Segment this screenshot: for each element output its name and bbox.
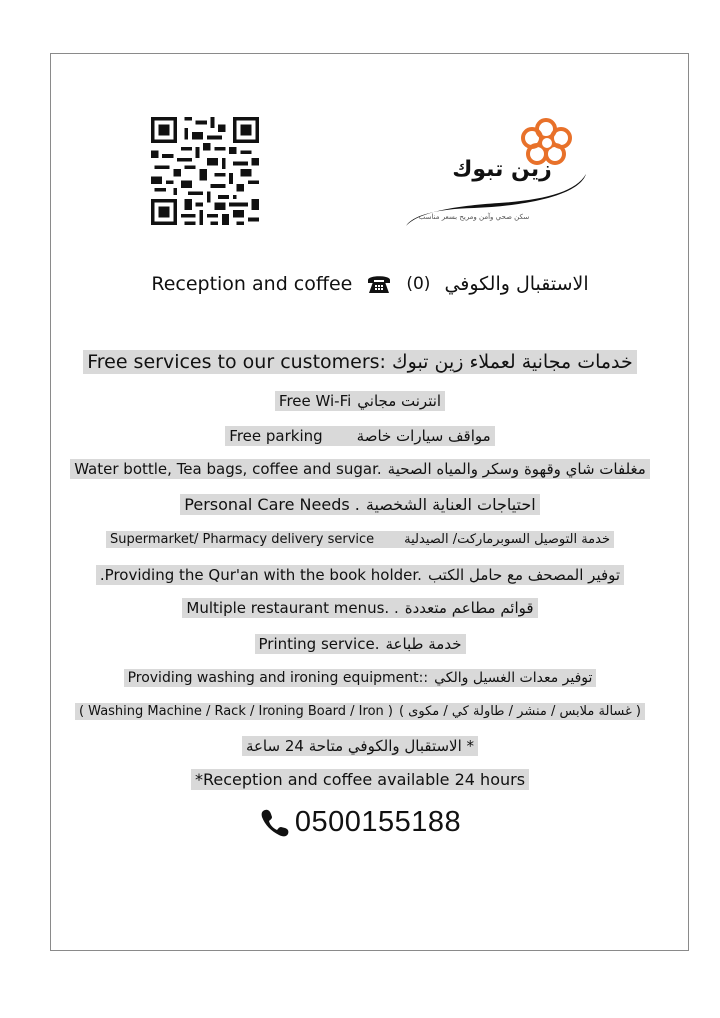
hours-ar-row	[0, 736, 720, 756]
menus-item	[182, 598, 537, 618]
parking-ar: مواقف سيارات خاصة	[356, 427, 491, 445]
delivery-row	[0, 531, 720, 548]
printing-row	[0, 634, 720, 654]
services-heading-en: Free services to our customers:	[87, 351, 386, 373]
washing-item	[124, 669, 597, 687]
wifi-item	[275, 391, 445, 411]
care-ar: احتياجات العناية الشخصية	[365, 495, 536, 514]
washing-en: Providing washing and ironing equipment::	[127, 670, 429, 686]
washing-ar: توفير معدات الغسيل والكي	[434, 670, 593, 686]
wifi-row	[0, 391, 720, 411]
hours-ar: * الاستقبال والكوفي متاحة 24 ساعة	[242, 736, 478, 756]
reception-label-ar: الاستقبال والكوفي	[444, 273, 589, 295]
telephone-icon	[366, 272, 392, 296]
delivery-item	[106, 531, 614, 548]
equipment-row	[0, 703, 720, 720]
menus-en: Multiple restaurant menus. .	[186, 599, 399, 617]
equipment-ar: ( غسالة ملابس / منشر / طاولة كي / مكوى )	[398, 704, 642, 719]
quran-row	[0, 565, 720, 585]
services-heading	[83, 350, 637, 374]
menus-ar: قوائم مطاعم متعددة	[404, 599, 534, 617]
reception-line	[100, 266, 640, 302]
qr-code-icon	[151, 117, 259, 225]
care-item	[180, 494, 539, 515]
amenities-row	[0, 459, 720, 479]
parking-en: Free parking	[229, 427, 323, 445]
wifi-ar: انترنت مجاني	[357, 392, 442, 410]
parking-item	[225, 426, 494, 446]
quran-item	[96, 565, 624, 585]
printing-en: Printing service.	[258, 635, 380, 653]
equipment-en: ( Washing Machine / Rack / Ironing Board / Iron )	[78, 704, 393, 719]
hours-en: *Reception and coffee available 24 hours	[191, 769, 529, 790]
quran-en: .Providing the Qur'an with the book holder.	[99, 566, 422, 584]
delivery-en: Supermarket/ Pharmacy delivery service	[109, 532, 375, 547]
contact-phone[interactable]: 0500155188	[294, 806, 462, 838]
hours-en-row	[0, 769, 720, 790]
parking-row	[0, 426, 720, 446]
printing-item	[255, 634, 466, 654]
washing-row	[0, 669, 720, 687]
phone-handset-icon	[259, 808, 291, 838]
care-en: Personal Care Needs .	[184, 495, 360, 514]
quran-ar: توفير المصحف مع حامل الكتب	[427, 566, 621, 584]
care-row	[0, 494, 720, 515]
amenities-ar: مغلفات شاي وقهوة وسكر والمياه الصحية	[387, 460, 646, 478]
reception-label-en: Reception and coffee	[151, 273, 353, 295]
logo-brand-text: زين تبوك	[452, 157, 552, 182]
services-heading-row	[0, 350, 720, 374]
services-heading-ar: خدمات مجانية لعملاء زين تبوك	[391, 351, 633, 373]
equipment-item	[75, 703, 645, 720]
contact-row	[0, 806, 720, 839]
delivery-ar: خدمة التوصيل السوبرماركت/ الصيدلية	[404, 532, 611, 547]
reception-extension: (0)	[406, 274, 431, 294]
amenities-en: Water bottle, Tea bags, coffee and sugar.	[74, 460, 382, 478]
printing-ar: خدمة طباعة	[385, 635, 462, 653]
wifi-en: Free Wi-Fi	[278, 392, 352, 410]
amenities-item	[70, 459, 650, 479]
menus-row	[0, 598, 720, 618]
logo-tagline: سكن صحي وآمن ومريح بسعر مناسب	[418, 213, 530, 221]
brand-logo	[404, 116, 590, 228]
